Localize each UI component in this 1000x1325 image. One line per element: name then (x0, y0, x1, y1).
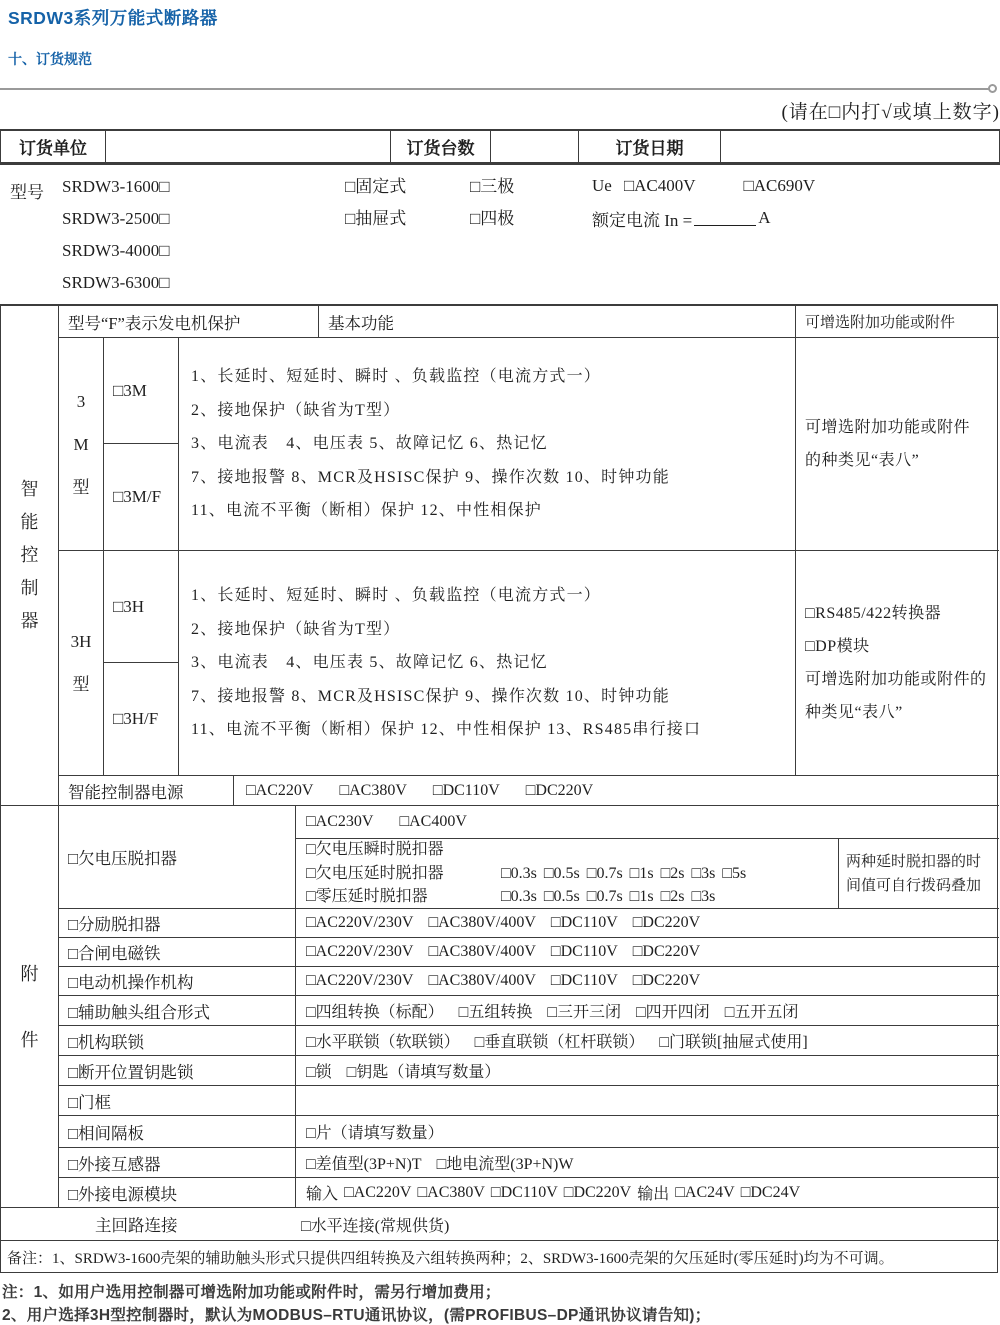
checkbox-option[interactable]: □0.3s (501, 888, 537, 906)
checkbox-3m[interactable]: □3M (104, 338, 179, 444)
header-functions-col: 基本功能 (319, 306, 796, 338)
checkbox-3h[interactable]: □3H (104, 551, 179, 663)
checkbox-option[interactable]: □0.5s (543, 864, 580, 882)
accessory-options-phase-barrier (296, 1116, 999, 1148)
checkbox-option[interactable]: □三极 (470, 177, 515, 196)
option-text: 输入 (306, 1186, 339, 1203)
option-text: 输出 (637, 1186, 670, 1203)
checkbox-option[interactable]: □DC110V (550, 943, 618, 960)
header-addons-col: 可增选附加功能或附件 (796, 306, 999, 338)
checkbox-option[interactable]: □DC24V (740, 1183, 801, 1201)
checkbox-option[interactable]: □差值型(3P+N)T (306, 1156, 422, 1173)
uv-instant-line (306, 839, 494, 862)
option-text: 2、接地保护（缺省为T型） (191, 620, 401, 638)
order-unit-input[interactable] (106, 131, 391, 162)
order-unit-label: 订货单位 (1, 131, 106, 162)
rated-current-input[interactable] (694, 210, 756, 226)
checkbox-option[interactable]: □AC220V/230V (306, 972, 414, 989)
accessory-options-key-lock (296, 1056, 999, 1086)
checkbox-option[interactable]: □AC380V (417, 1183, 485, 1201)
table-remarks: 备注：1、SRDW3-1600壳架的辅助触头形式只提供四组转换及六组转换两种；2、SRDW3-1600壳架的欠压延时(零压延时)均为不可调。 (7, 1250, 894, 1267)
type-3m-label-text: 3M型 (72, 391, 90, 497)
controller-side-label (1, 306, 59, 806)
checkbox-option[interactable]: □2s (660, 864, 685, 882)
checkbox-option[interactable]: □AC220V (344, 1183, 412, 1201)
addons-3h (796, 551, 999, 776)
option-text: 3、电流表 4、电压表 5、故障记忆 6、热记忆 (191, 435, 548, 453)
option-text: 11、电流不平衡（断相）保护 12、中性相保护 13、RS485串行接口 (191, 721, 702, 739)
header-model-col: 型号“F”表示发电机保护 (59, 306, 319, 338)
accessory-label-phase-barrier[interactable]: □相间隔板 (59, 1116, 296, 1148)
checkbox-option[interactable]: □钥匙（请填写数量） (346, 1064, 501, 1081)
checkbox-option[interactable]: □0.7s (586, 888, 623, 906)
checkbox-option[interactable]: □2s (660, 888, 685, 906)
accessory-options-motor-operator (296, 967, 999, 996)
checkbox-option[interactable]: □欠电压瞬时脱扣器 (306, 841, 444, 859)
accessory-label-door-frame[interactable]: □门框 (59, 1086, 296, 1116)
type-3h-label (59, 551, 104, 776)
checkbox-option[interactable]: □地电流型(3P+N)W (436, 1156, 574, 1173)
order-spec-table (0, 304, 998, 1273)
option-text: 7、接地报警 8、MCR及HSISC保护 9、操作次数 10、时钟功能 (191, 687, 670, 705)
checkbox-option[interactable]: □DC110V (490, 1183, 558, 1201)
checkbox-option[interactable]: □零压延时脱扣器 (306, 888, 428, 906)
checkbox-option[interactable]: □抽屉式 (345, 209, 407, 228)
checkbox-option[interactable]: □AC380V (339, 781, 407, 799)
checkbox-option[interactable]: SRDW3-6300□ (62, 273, 170, 292)
checkbox-option[interactable]: □AC220V (246, 781, 314, 799)
accessory-label-interlock[interactable]: □机构联锁 (59, 1026, 296, 1056)
model-frame-options (62, 170, 292, 300)
rated-current-label: 额定电流 In = (592, 210, 693, 230)
order-date-input[interactable] (721, 131, 998, 162)
checkbox-option[interactable]: □DC110V (432, 781, 500, 799)
checkbox-option[interactable]: □AC380V/400V (428, 972, 536, 989)
accessory-options-aux-contacts (296, 996, 999, 1026)
rated-current-row (592, 205, 992, 231)
accessories-side-label (1, 806, 59, 1208)
model-pole-options (470, 170, 560, 236)
controller-power-options (234, 776, 999, 806)
checkbox-3m-f[interactable]: □3M/F (104, 444, 179, 551)
checkbox-option[interactable]: □DC110V (550, 914, 618, 931)
undervoltage-note: 两种延时脱扣器的时间值可自行拨码叠加 (839, 839, 999, 909)
footnote-2: 2、用户选择3H型控制器时，默认为MODBUS–RTU通讯协议，(需PROFIBUS–DP通讯协议请告知)； (2, 1307, 711, 1324)
option-text: 种类见“表八” (805, 704, 903, 721)
option-text: 可增选附加功能或附件的 (805, 671, 987, 688)
controller-power-label: 智能控制器电源 (59, 776, 234, 806)
checkbox-option[interactable]: □0.5s (543, 888, 580, 906)
checkbox-option[interactable]: □五组转换 (458, 1004, 533, 1021)
ue-label: Ue (592, 176, 612, 195)
divider-end-ring-icon (988, 84, 997, 93)
accessory-label-external-ct[interactable]: □外接互感器 (59, 1148, 296, 1178)
accessory-label-aux-contacts[interactable]: □辅助触头组合形式 (59, 996, 296, 1026)
checkbox-option[interactable]: □AC24V (675, 1183, 735, 1201)
checkbox-option[interactable]: □RS485/422转换器 (805, 605, 942, 622)
section-heading: 十、订货规范 (8, 51, 92, 67)
accessory-label-undervoltage[interactable]: □欠电压脱扣器 (59, 806, 296, 909)
checkbox-option[interactable]: □水平联锁（软联锁） (306, 1034, 460, 1051)
checkbox-option[interactable]: □DC220V (525, 781, 594, 799)
divider-line (0, 88, 990, 90)
uv-zero-line (306, 885, 715, 909)
accessory-label-power-module[interactable]: □外接电源模块 (59, 1178, 296, 1208)
checkbox-option[interactable]: □5s (722, 864, 747, 882)
checkbox-option[interactable]: □DC220V (632, 914, 701, 931)
undervoltage-delay-options (296, 839, 839, 909)
option-text: 1、长延时、短延时、瞬时 、负载监控（电流方式一） (191, 587, 602, 605)
checkbox-option[interactable]: SRDW3-4000□ (62, 241, 170, 260)
accessory-options-door-frame (296, 1086, 999, 1116)
accessory-options-shunt (296, 909, 999, 938)
main-circuit-option[interactable]: □水平连接(常规供货) (301, 1217, 450, 1235)
checkbox-option[interactable]: □1s (629, 888, 654, 906)
checkbox-option[interactable]: □AC220V/230V (306, 914, 414, 931)
option-text: 7、接地报警 8、MCR及HSISC保护 9、操作次数 10、时钟功能 (191, 468, 670, 486)
type-3m-label (59, 338, 104, 551)
checkbox-option[interactable]: □AC230V (306, 813, 374, 830)
checkbox-option[interactable]: □四极 (470, 209, 515, 228)
checkbox-3h-f[interactable]: □3H/F (104, 663, 179, 776)
checkbox-option[interactable]: □DC220V (563, 1183, 632, 1201)
order-info-row (0, 129, 1000, 165)
accessory-label-closing-coil[interactable]: □合闸电磁铁 (59, 938, 296, 967)
checkbox-option[interactable]: □AC400V (399, 813, 467, 830)
rated-current-unit: A (758, 208, 771, 227)
checkbox-option[interactable]: □AC380V/400V (428, 943, 536, 960)
option-text: 可增选附加功能或附件 (805, 419, 971, 436)
checkbox-option[interactable]: □DP模块 (805, 638, 870, 655)
accessory-options-closing-coil (296, 938, 999, 967)
ue-options (624, 176, 815, 196)
checkbox-option[interactable]: □AC690V (743, 176, 816, 195)
option-text: 1、长延时、短延时、瞬时 、负载监控（电流方式一） (191, 368, 602, 386)
option-text: 11、电流不平衡（断相）保护 12、中性相保护 (191, 502, 543, 520)
checkbox-option[interactable]: SRDW3-1600□ (62, 177, 170, 196)
fill-instruction: (请在□内打√或填上数字) (781, 102, 1000, 123)
checkbox-option[interactable]: □固定式 (345, 177, 407, 196)
checkbox-option[interactable]: □DC220V (632, 972, 701, 989)
controller-side-label-text: 智能控制器 (20, 479, 39, 631)
uv-delay-line (306, 862, 746, 886)
checkbox-option[interactable]: □DC110V (550, 972, 618, 989)
addons-3m (796, 338, 999, 551)
accessory-options-external-ct (296, 1148, 999, 1178)
checkbox-option[interactable]: □DC220V (632, 943, 701, 960)
order-qty-input[interactable] (491, 131, 579, 162)
order-qty-label: 订货台数 (391, 131, 491, 162)
checkbox-option[interactable]: □AC380V/400V (428, 914, 536, 931)
model-install-options (345, 170, 455, 236)
main-circuit-row (1, 1208, 999, 1241)
checkbox-option[interactable]: □三开三闭 (547, 1004, 622, 1021)
order-date-label: 订货日期 (579, 131, 721, 162)
functions-3m-list (179, 338, 796, 551)
accessories-side-label-text: 附件 (20, 963, 39, 1050)
accessory-options-interlock (296, 1026, 999, 1056)
checkbox-option[interactable]: □片（请填写数量） (306, 1125, 444, 1142)
checkbox-option[interactable]: □四开四闭 (636, 1004, 710, 1021)
checkbox-option[interactable]: □AC400V (623, 176, 696, 195)
main-circuit-label: 主回路连接 (95, 1216, 178, 1235)
checkbox-option[interactable]: □欠电压延时脱扣器 (306, 864, 444, 882)
checkbox-option[interactable]: □0.7s (586, 864, 623, 882)
option-text: 2、接地保护（缺省为T型） (191, 401, 401, 419)
accessory-label-key-lock[interactable]: □断开位置钥匙锁 (59, 1056, 296, 1086)
model-ue-row (592, 173, 992, 199)
checkbox-option[interactable]: SRDW3-2500□ (62, 209, 170, 228)
undervoltage-voltage-options (296, 806, 999, 839)
functions-3h-list (179, 551, 796, 776)
accessory-label-shunt[interactable]: □分励脱扣器 (59, 909, 296, 938)
checkbox-option[interactable]: □四组转换（标配） (306, 1004, 444, 1021)
checkbox-option[interactable]: □AC220V/230V (306, 943, 414, 960)
checkbox-option[interactable]: □门联锁[抽屉式使用] (659, 1034, 808, 1051)
type-3h-label-text: 3H型 (70, 632, 92, 694)
checkbox-option[interactable]: □3s (691, 888, 716, 906)
option-text: 的种类见“表八” (805, 452, 920, 469)
accessory-label-motor-operator[interactable]: □电动机操作机构 (59, 967, 296, 996)
accessory-options-power-module (296, 1178, 999, 1208)
checkbox-option[interactable]: □垂直联锁（杠杆联锁） (474, 1034, 645, 1051)
checkbox-option[interactable]: □锁 (306, 1064, 332, 1081)
checkbox-option[interactable]: □1s (629, 864, 654, 882)
option-text: 3、电流表 4、电压表 5、故障记忆 6、热记忆 (191, 654, 548, 672)
footnote-1: 注：1、如用户选用控制器可增选附加功能或附件时，需另行增加费用； (2, 1284, 501, 1301)
model-label: 型号 (10, 183, 44, 202)
checkbox-option[interactable]: □3s (691, 864, 716, 882)
checkbox-option[interactable]: □0.3s (501, 864, 537, 882)
checkbox-option[interactable]: □五开五闭 (724, 1004, 799, 1021)
page-title: SRDW3系列万能式断路器 (8, 8, 218, 28)
